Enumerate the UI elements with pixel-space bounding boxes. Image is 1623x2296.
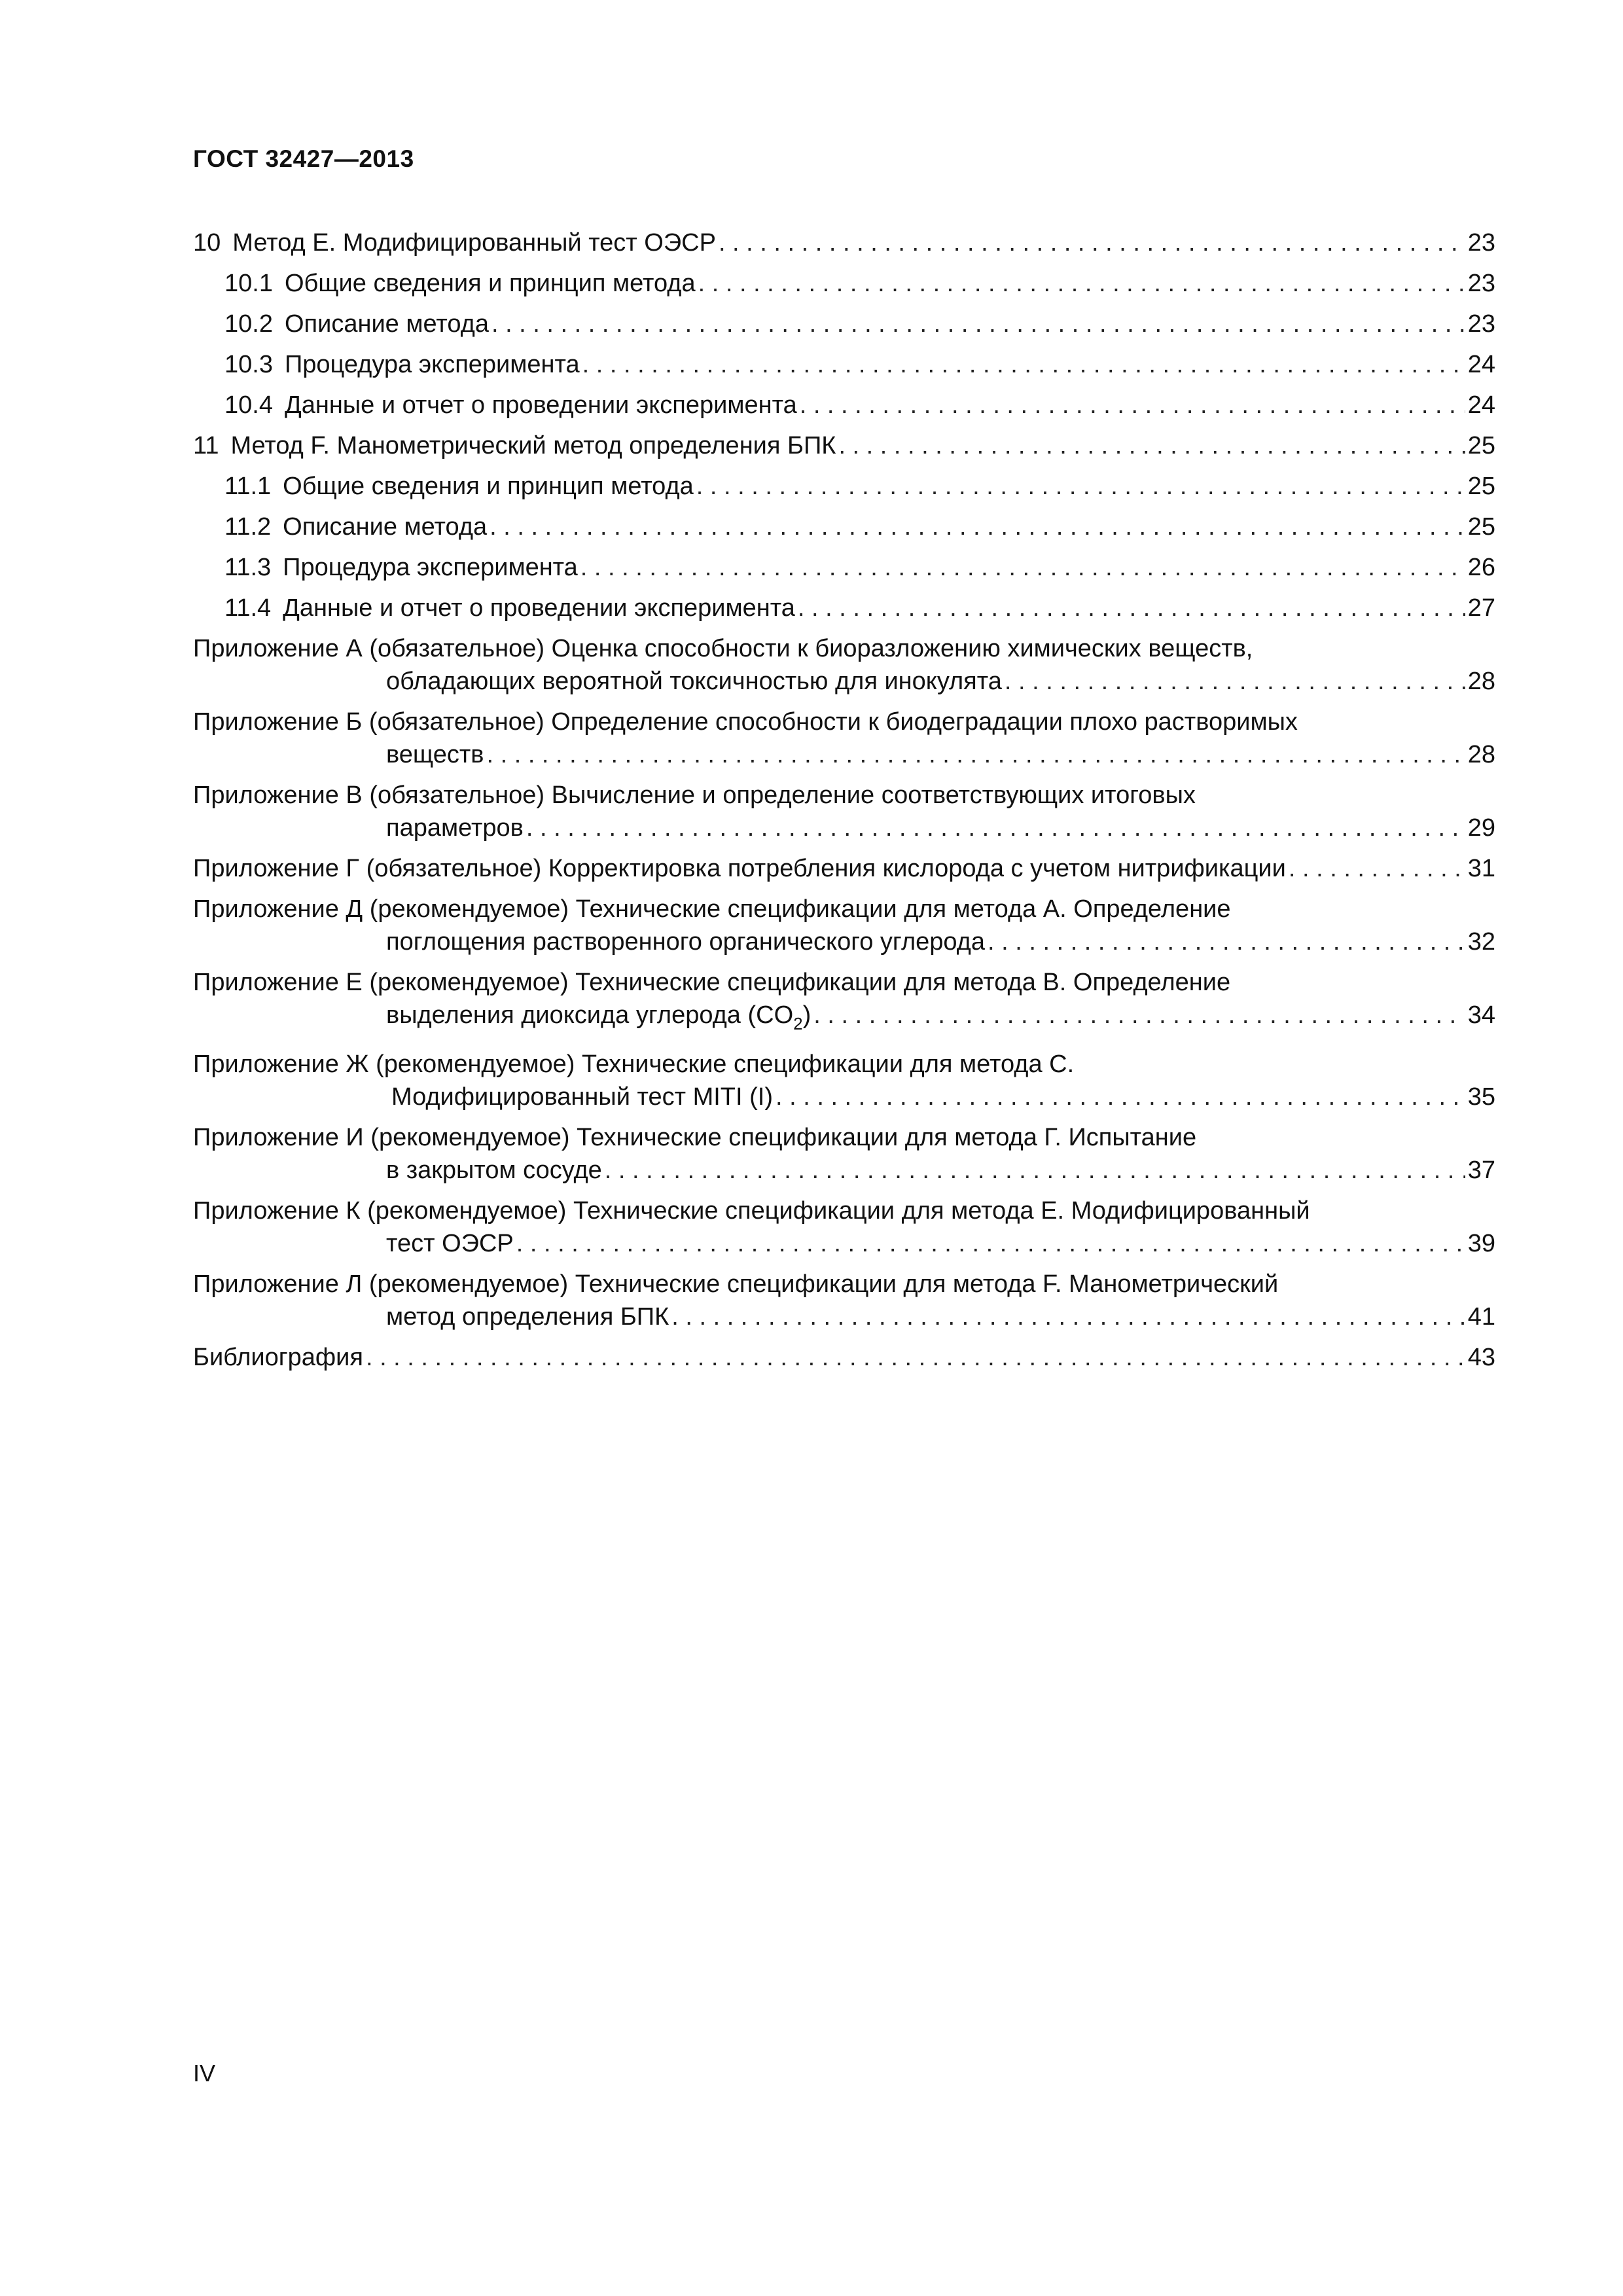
toc-title: Приложение А (обязательное) Оценка способности к биоразложению химических веществ, [193, 635, 1253, 662]
toc-number: 11.1 [224, 473, 272, 500]
toc-title: Данные и отчет о проведении эксперимента [283, 594, 795, 622]
toc-page-number: 25 [1467, 513, 1495, 541]
toc-title: Приложение Л (рекомендуемое) Технические спецификации для метода F. Манометрический [193, 1270, 1279, 1298]
toc-title-continuation: параметров [386, 814, 524, 842]
toc-page-number: 23 [1467, 310, 1495, 338]
toc-page-number: 39 [1467, 1230, 1495, 1257]
toc-entry-appendix-g[interactable] [193, 848, 1495, 889]
toc-entry-appendix-e[interactable] [193, 962, 1495, 1044]
toc-number: 11.2 [224, 513, 272, 541]
toc-entry-appendix-l[interactable] [193, 1264, 1495, 1337]
toc-page-number: 27 [1467, 594, 1495, 622]
dot-leader [1005, 665, 1465, 698]
toc-number: 10.2 [224, 310, 273, 338]
toc-title-text: выделения диоксида углерода (CO [386, 1001, 794, 1029]
toc-page-number: 24 [1467, 391, 1495, 419]
toc-entry-11-4[interactable] [193, 588, 1495, 628]
toc-entry-appendix-i[interactable] [193, 1117, 1495, 1191]
toc-entry-10-4[interactable] [193, 385, 1495, 425]
toc-title-continuation: веществ [386, 741, 484, 768]
toc-entry-11-3[interactable] [193, 547, 1495, 588]
toc-entry-10-1[interactable] [193, 263, 1495, 304]
toc-title: Метод F. Манометрический метод определения БПК [230, 432, 836, 459]
dot-leader [988, 925, 1465, 958]
dot-leader [490, 507, 1465, 547]
dot-leader [813, 999, 1465, 1031]
toc-entry-appendix-b[interactable] [193, 702, 1495, 775]
toc-title: Приложение Д (рекомендуемое) Технические спецификации для метода А. Определение [193, 895, 1231, 923]
toc-entry-appendix-k[interactable] [193, 1191, 1495, 1264]
dot-leader [582, 344, 1465, 385]
toc-number: 10.3 [224, 351, 273, 378]
dot-leader [486, 738, 1465, 771]
toc-title: Процедура эксперимента [284, 351, 580, 378]
toc-title-continuation: поглощения растворенного органического углерода [386, 928, 985, 956]
dot-leader [580, 547, 1465, 588]
dot-leader [605, 1154, 1465, 1187]
dot-leader [798, 588, 1465, 628]
toc-entry-11-1[interactable] [193, 466, 1495, 507]
toc-page-number: 23 [1467, 229, 1495, 257]
toc-title: Данные и отчет о проведении эксперимента [284, 391, 797, 419]
toc-page-number: 32 [1467, 928, 1495, 956]
toc-page-number: 34 [1467, 1001, 1495, 1029]
toc-number: 11.4 [224, 594, 272, 622]
toc-page-number: 35 [1467, 1083, 1495, 1111]
dot-leader [776, 1081, 1465, 1113]
toc-title: Приложение Ж (рекомендуемое) Технические спецификации для метода С. [193, 1050, 1075, 1078]
toc-title: Описание метода [283, 513, 488, 541]
dot-leader [491, 304, 1465, 344]
toc-page-number: 28 [1467, 668, 1495, 695]
toc-number: 10 [193, 229, 221, 257]
toc-title-continuation: в закрытом сосуде [386, 1157, 602, 1184]
toc-title-continuation: метод определения БПК [386, 1303, 669, 1331]
toc-title-continuation: Модифицированный тест MITI (I) [391, 1083, 773, 1111]
toc-title: Процедура эксперимента [283, 554, 578, 581]
dot-leader [1289, 848, 1465, 889]
toc-title: Приложение И (рекомендуемое) Технические спецификации для метода Г. Испытание [193, 1124, 1197, 1151]
toc-title: Библиография [193, 1344, 363, 1371]
toc-page-number: 29 [1467, 814, 1495, 842]
dot-leader [516, 1227, 1465, 1260]
dot-leader [366, 1337, 1465, 1378]
toc-title: Приложение Г (обязательное) Корректировка потребления кислорода с учетом нитрификации [193, 855, 1286, 882]
toc-title: Общие сведения и принцип метода [284, 270, 696, 297]
dot-leader [526, 812, 1465, 844]
toc-page-number: 31 [1467, 855, 1495, 882]
dot-leader [838, 425, 1465, 466]
toc-page-number: 43 [1467, 1344, 1495, 1371]
subscript-2: 2 [793, 1014, 803, 1033]
dot-leader [719, 223, 1465, 263]
dot-leader [696, 466, 1465, 507]
toc-title: Приложение Е (рекомендуемое) Технические спецификации для метода В. Определение [193, 969, 1231, 996]
toc-entry-appendix-zh[interactable] [193, 1044, 1495, 1117]
toc-number: 11.3 [224, 554, 272, 581]
toc-number: 10.1 [224, 270, 273, 297]
toc-title: Метод Е. Модифицированный тест ОЭСР [232, 229, 716, 257]
toc-entry-bibliography[interactable] [193, 1337, 1495, 1378]
toc-entry-appendix-a[interactable] [193, 628, 1495, 702]
page-number: IV [193, 2060, 216, 2087]
toc-page-number: 37 [1467, 1157, 1495, 1184]
toc-page-number: 28 [1467, 741, 1495, 768]
table-of-contents [193, 223, 1495, 1378]
toc-entry-appendix-v[interactable] [193, 775, 1495, 848]
toc-title: Приложение К (рекомендуемое) Технические спецификации для метода Е. Модифицированный [193, 1197, 1310, 1225]
toc-entry-10[interactable] [193, 223, 1495, 263]
toc-title-continuation: тест ОЭСР [386, 1230, 514, 1257]
toc-title: Общие сведения и принцип метода [283, 473, 694, 500]
toc-entry-10-2[interactable] [193, 304, 1495, 344]
toc-page-number: 23 [1467, 270, 1495, 297]
toc-page-number: 24 [1467, 351, 1495, 378]
toc-entry-11-2[interactable] [193, 507, 1495, 547]
toc-page-number: 25 [1467, 473, 1495, 500]
toc-title: Приложение Б (обязательное) Определение способности к биодеградации плохо растворимых [193, 708, 1298, 736]
toc-page-number: 41 [1467, 1303, 1495, 1331]
toc-number: 11 [193, 432, 219, 459]
toc-page-number: 25 [1467, 432, 1495, 459]
toc-entry-11[interactable] [193, 425, 1495, 466]
toc-title: Приложение В (обязательное) Вычисление и определение соответствующих итоговых [193, 781, 1196, 809]
toc-title-continuation: обладающих вероятной токсичностью для инокулята [386, 668, 1002, 695]
toc-title-continuation [386, 999, 811, 1040]
toc-page-number: 26 [1467, 554, 1495, 581]
toc-number: 10.4 [224, 391, 273, 419]
document-code: ГОСТ 32427—2013 [193, 145, 414, 172]
dot-leader [800, 385, 1465, 425]
toc-entry-appendix-d[interactable] [193, 889, 1495, 962]
toc-entry-10-3[interactable] [193, 344, 1495, 385]
dot-leader [671, 1300, 1465, 1333]
toc-title-tail: ) [802, 1001, 812, 1029]
dot-leader [698, 263, 1465, 304]
toc-title: Описание метода [284, 310, 489, 338]
